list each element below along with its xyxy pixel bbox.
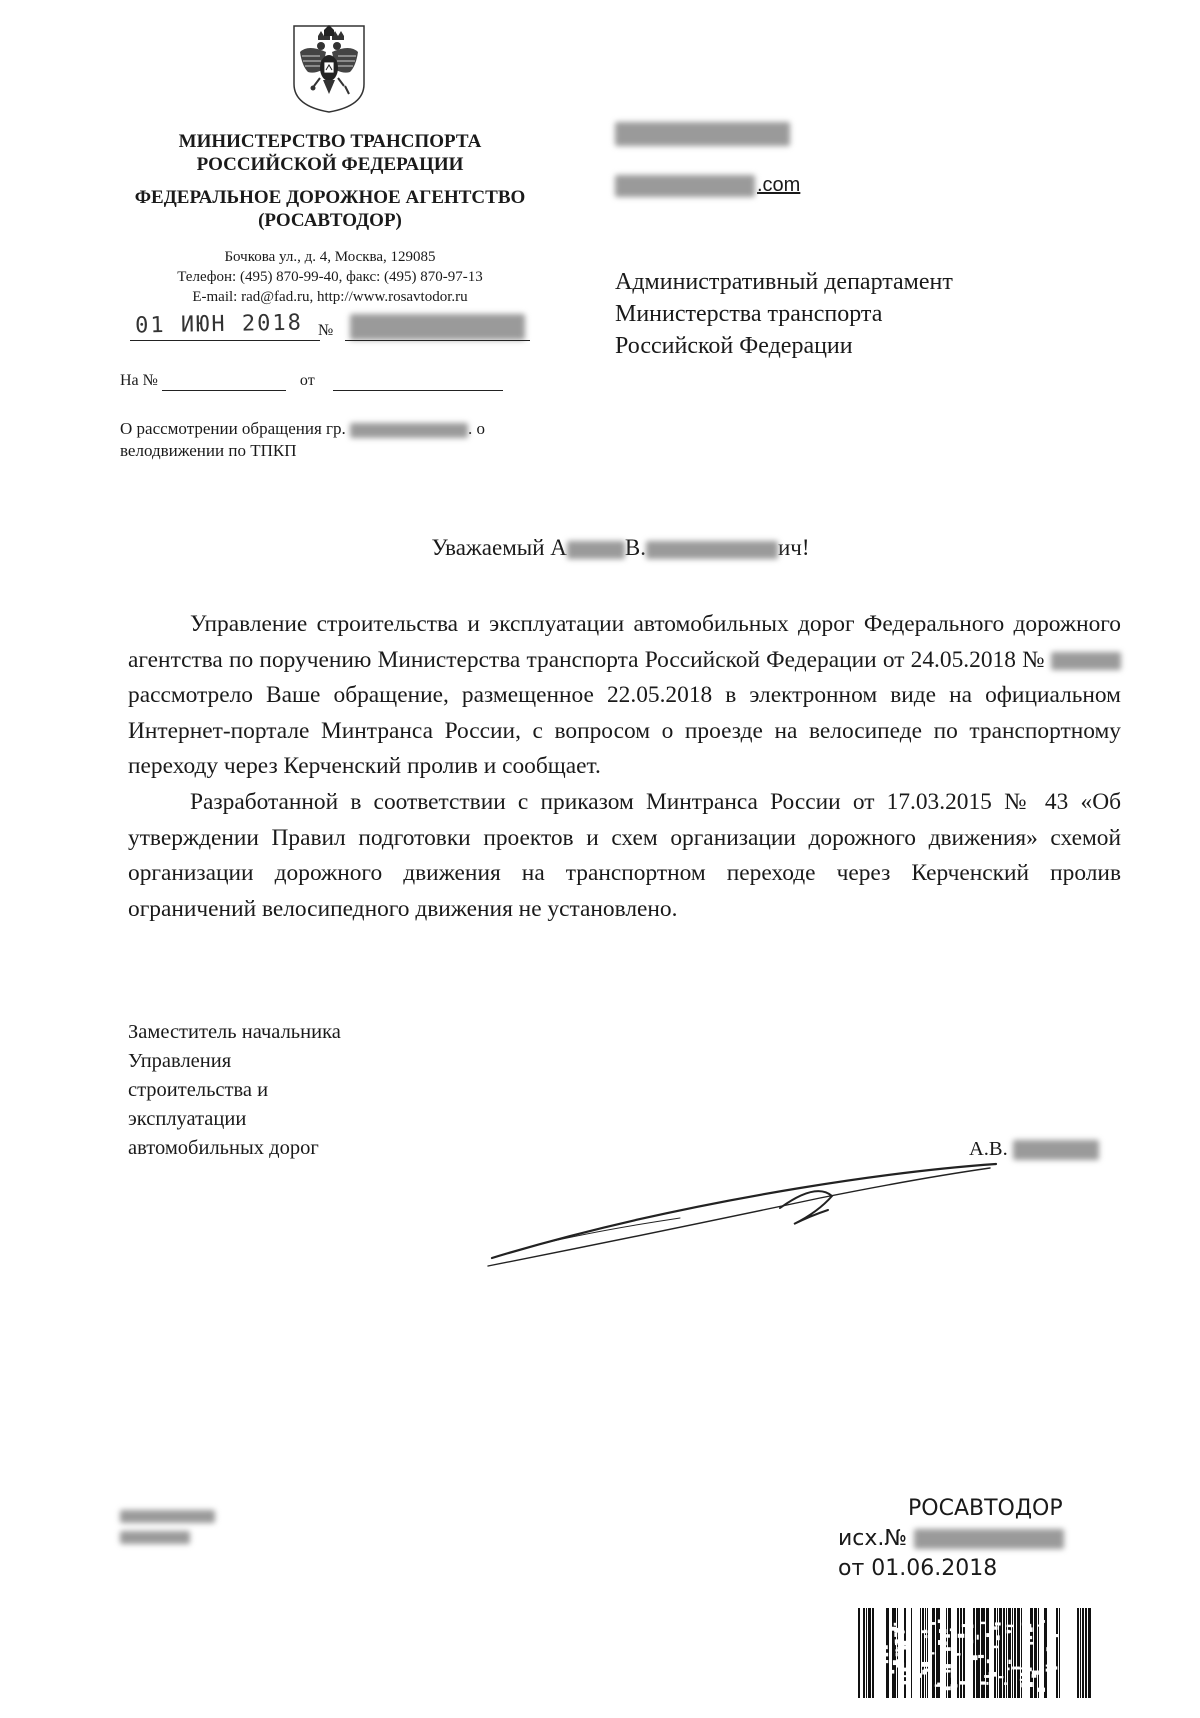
barcode-bar xyxy=(1034,1608,1037,1698)
barcode-noise xyxy=(972,1655,977,1660)
barcode-noise xyxy=(1008,1668,1010,1671)
barcode-noise xyxy=(1020,1679,1026,1681)
registration-date: 01 ИЮН 2018 xyxy=(134,310,304,339)
barcode xyxy=(858,1608,1092,1698)
paragraph-1-part-1: Управление строительства и эксплуатации автомобильных дорог Федерального дорожного агентства по поручению Министерства транспорта Российской Федерации от 24.05.2018 № xyxy=(128,611,1121,673)
barcode-noise xyxy=(938,1640,945,1645)
barcode-noise xyxy=(944,1686,951,1690)
salutation-suffix: ич! xyxy=(778,535,810,560)
barcode-noise xyxy=(1066,1626,1071,1629)
salutation-middle: В. xyxy=(624,535,646,560)
barcode-bar xyxy=(911,1608,912,1698)
barcode-bar xyxy=(1085,1608,1087,1698)
outgoing-stamp xyxy=(838,1494,1098,1584)
barcode-noise xyxy=(965,1654,972,1658)
barcode-noise xyxy=(977,1635,979,1640)
barcode-bar xyxy=(948,1608,951,1698)
barcode-noise xyxy=(900,1631,904,1634)
barcode-noise xyxy=(999,1676,1004,1678)
barcode-bar xyxy=(1082,1608,1084,1698)
barcode-noise xyxy=(890,1670,895,1674)
subject-suffix: . о xyxy=(468,419,485,438)
barcode-noise xyxy=(1063,1657,1069,1660)
barcode-noise xyxy=(885,1645,888,1649)
letterhead-organization xyxy=(130,130,530,232)
barcode-noise xyxy=(1016,1667,1024,1669)
letter-body xyxy=(128,607,1121,927)
barcode-noise xyxy=(881,1631,885,1636)
barcode-bar xyxy=(872,1608,874,1698)
instruction-number-redacted xyxy=(1051,652,1121,670)
barcode-noise xyxy=(878,1650,884,1653)
barcode-bar xyxy=(858,1608,860,1698)
barcode-noise xyxy=(902,1645,909,1649)
barcode-bar xyxy=(866,1608,867,1698)
subject-line-1 xyxy=(120,418,550,440)
ministry-name-line-2: РОССИЙСКОЙ ФЕДЕРАЦИИ xyxy=(196,154,464,175)
barcode-noise xyxy=(996,1635,999,1640)
barcode-noise xyxy=(903,1675,909,1677)
registration-line xyxy=(120,312,540,348)
stamp-organization: РОСАВТОДОР xyxy=(908,1496,1063,1521)
barcode-noise xyxy=(1022,1633,1026,1637)
barcode-noise xyxy=(986,1633,992,1637)
barcode-noise xyxy=(881,1673,886,1677)
registration-number-underline xyxy=(345,340,530,341)
barcode-bar xyxy=(904,1608,906,1698)
barcode-noise xyxy=(952,1620,955,1624)
barcode-bar xyxy=(868,1608,871,1698)
barcode-noise xyxy=(1021,1683,1026,1688)
barcode-noise xyxy=(987,1659,991,1663)
barcode-noise xyxy=(884,1660,889,1663)
barcode-noise xyxy=(1028,1668,1032,1672)
barcode-bar xyxy=(1012,1608,1013,1698)
barcode-bar xyxy=(922,1608,924,1698)
executor-name-redacted xyxy=(120,1510,215,1523)
barcode-noise xyxy=(994,1626,998,1629)
signatory-surname-redacted xyxy=(1013,1140,1099,1160)
barcode-bar xyxy=(1008,1608,1011,1698)
barcode-noise xyxy=(965,1618,971,1620)
barcode-noise xyxy=(894,1623,897,1626)
signatory-initials: А.В. xyxy=(969,1138,1008,1160)
barcode-noise xyxy=(986,1682,988,1685)
barcode-noise xyxy=(1032,1674,1037,1678)
signatory-title-line-3: строительства и xyxy=(128,1079,269,1101)
body-paragraph-1 xyxy=(128,607,1121,785)
barcode-bar xyxy=(999,1608,1002,1698)
barcode-noise xyxy=(895,1649,899,1651)
barcode-noise xyxy=(965,1679,968,1682)
recipient-department xyxy=(615,266,1075,362)
barcode-noise xyxy=(981,1681,986,1684)
ministry-name-line-1: МИНИСТЕРСТВО ТРАНСПОРТА xyxy=(178,131,482,152)
barcode-noise xyxy=(1040,1620,1045,1623)
barcode-noise xyxy=(896,1663,904,1668)
barcode-noise xyxy=(1046,1647,1051,1651)
email-website: E-mail: rad@fad.ru, http://www.rosavtodor.ru xyxy=(192,289,468,305)
phone-fax: Телефон: (495) 870-99-40, факс: (495) 870-97-13 xyxy=(177,269,483,285)
barcode-noise xyxy=(1051,1655,1054,1658)
barcode-noise xyxy=(960,1681,965,1685)
barcode-noise xyxy=(881,1620,884,1624)
barcode-noise xyxy=(1030,1627,1033,1632)
first-name-redacted xyxy=(567,541,625,559)
barcode-bar xyxy=(927,1608,928,1698)
salutation-prefix: Уважаемый А xyxy=(431,535,567,560)
stamp-outgoing-number xyxy=(838,1524,1098,1554)
signatory-title xyxy=(128,1018,448,1163)
barcode-bar xyxy=(973,1608,975,1698)
registration-date-underline xyxy=(130,340,320,341)
barcode-bar xyxy=(863,1608,865,1698)
barcode-bar xyxy=(1014,1608,1016,1698)
letter-subject xyxy=(120,418,550,462)
barcode-noise xyxy=(1008,1660,1010,1664)
barcode-bar xyxy=(1080,1608,1081,1698)
barcode-noise xyxy=(958,1634,965,1638)
barcode-noise xyxy=(903,1668,911,1672)
barcode-noise xyxy=(917,1661,920,1664)
barcode-bar xyxy=(946,1608,947,1698)
registration-number-redacted xyxy=(350,314,525,340)
subject-line-2: велодвижении по ТПКП xyxy=(120,441,297,460)
agency-name-line-2: (РОСАВТОДОР) xyxy=(258,210,402,231)
subject-prefix: О рассмотрении обращения гр. xyxy=(120,419,346,438)
handwritten-signature xyxy=(480,1126,1000,1271)
paragraph-1-part-2: рассмотрело Ваше обращение, размещенное 22.05.2018 в электронном виде на официальном Интернет-портале Минтранса России, с вопросом о проезде на велосипеде по транспортному переходу через Керченский пролив и сообщает. xyxy=(128,682,1121,780)
barcode-noise xyxy=(915,1673,921,1678)
barcode-noise xyxy=(1023,1643,1027,1645)
barcode-noise xyxy=(1038,1688,1045,1692)
recipient-email-domain: .com xyxy=(757,174,801,196)
barcode-noise xyxy=(944,1634,950,1637)
letterhead-contacts xyxy=(120,247,540,307)
barcode-noise xyxy=(1032,1671,1039,1675)
address: Бочкова ул., д. 4, Москва, 129085 xyxy=(224,249,436,265)
barcode-noise xyxy=(939,1629,947,1633)
barcode-noise xyxy=(928,1622,935,1625)
body-paragraph-2: Разработанной в соответствии с приказом Минтранса России от 17.03.2015 № 43 «Об утверждении Правил подготовки проектов и схем организации дорожного движения» схемой организации дорожного движения на транспортном переходе через Керченский пролив ограничений велосипедного движения не установлено. xyxy=(128,788,1121,922)
recipient-dept-line-3: Российской Федерации xyxy=(615,333,853,359)
recipient-dept-line-2: Министерства транспорта xyxy=(615,301,883,327)
barcode-noise xyxy=(1046,1669,1048,1672)
barcode-noise xyxy=(1029,1642,1033,1645)
in-reply-from-label: от xyxy=(299,372,315,389)
signatory-title-line-1: Заместитель начальника xyxy=(128,1021,341,1043)
petitioner-name-redacted xyxy=(350,423,468,438)
barcode-noise xyxy=(1009,1630,1011,1632)
barcode-bar xyxy=(994,1608,996,1698)
stamp-outgoing-label: исх.№ xyxy=(838,1526,908,1551)
barcode-noise xyxy=(1028,1682,1033,1687)
stamp-date: от 01.06.2018 xyxy=(838,1556,998,1581)
in-reply-number-blank xyxy=(162,372,286,391)
barcode-noise xyxy=(995,1622,1001,1625)
barcode-noise xyxy=(950,1628,954,1631)
recipient-email xyxy=(615,174,800,197)
barcode-noise xyxy=(938,1620,946,1624)
barcode-noise xyxy=(962,1624,969,1627)
barcode-noise xyxy=(978,1655,984,1658)
barcode-noise xyxy=(896,1653,898,1657)
barcode-noise xyxy=(922,1662,929,1667)
recipient-dept-line-1: Административный департамент xyxy=(615,269,953,295)
barcode-noise xyxy=(901,1681,907,1684)
barcode-noise xyxy=(1038,1625,1041,1627)
barcode-noise xyxy=(930,1652,934,1654)
barcode-noise xyxy=(970,1640,973,1644)
barcode-noise xyxy=(924,1669,930,1672)
barcode-noise xyxy=(903,1641,908,1645)
barcode-noise xyxy=(1004,1682,1007,1685)
barcode-noise xyxy=(937,1683,945,1685)
barcode-bar xyxy=(976,1608,980,1698)
barcode-noise xyxy=(1050,1668,1054,1673)
barcode-bar xyxy=(892,1608,896,1698)
barcode-bar xyxy=(1017,1608,1020,1698)
recipient-name-redacted xyxy=(615,122,790,146)
barcode-bar xyxy=(1088,1608,1091,1698)
barcode-noise xyxy=(935,1684,941,1686)
signatory-title-line-2: Управления xyxy=(128,1050,232,1072)
barcode-noise xyxy=(1007,1625,1013,1627)
barcode-bar xyxy=(925,1608,926,1698)
patronymic-redacted xyxy=(646,541,778,559)
agency-name-line-1: ФЕДЕРАЛЬНОЕ ДОРОЖНОЕ АГЕНТСТВО xyxy=(134,187,526,208)
barcode-noise xyxy=(967,1687,973,1689)
barcode-noise xyxy=(984,1675,989,1678)
registration-number-label: № xyxy=(318,322,334,339)
barcode-noise xyxy=(955,1653,961,1655)
in-reply-number-label: На № xyxy=(120,372,158,389)
barcode-noise xyxy=(990,1686,994,1689)
barcode-noise xyxy=(1049,1625,1053,1628)
barcode-noise xyxy=(951,1673,954,1677)
barcode-noise xyxy=(971,1625,973,1628)
barcode-noise xyxy=(925,1635,927,1638)
barcode-noise xyxy=(943,1647,950,1651)
barcode-noise xyxy=(891,1627,897,1631)
barcode-noise xyxy=(951,1684,958,1687)
barcode-bar xyxy=(1056,1608,1058,1698)
in-reply-line xyxy=(120,372,540,391)
eagle-crest-icon xyxy=(290,22,368,114)
barcode-noise xyxy=(945,1664,950,1668)
barcode-noise xyxy=(992,1646,999,1649)
barcode-bar xyxy=(1038,1608,1039,1698)
barcode-noise xyxy=(981,1622,986,1624)
barcode-noise xyxy=(884,1653,889,1657)
salutation xyxy=(120,535,1121,561)
barcode-noise xyxy=(1061,1679,1064,1681)
barcode-noise xyxy=(895,1643,897,1645)
barcode-noise xyxy=(916,1669,919,1672)
executor-info-redacted xyxy=(120,1510,240,1560)
barcode-bar xyxy=(1077,1608,1079,1698)
barcode-noise xyxy=(894,1633,897,1637)
barcode-noise xyxy=(929,1643,931,1648)
in-reply-date-blank xyxy=(333,372,503,391)
barcode-noise xyxy=(1021,1673,1026,1676)
recipient-email-redacted xyxy=(615,175,755,197)
barcode-bar xyxy=(920,1608,921,1698)
barcode-noise xyxy=(946,1670,951,1673)
stamp-outgoing-number-redacted xyxy=(914,1529,1064,1549)
signatory-name xyxy=(969,1138,1099,1161)
signatory-title-line-5: автомобильных дорог xyxy=(128,1137,319,1159)
barcode-noise xyxy=(989,1672,997,1677)
signatory-title-line-4: эксплуатации xyxy=(128,1108,247,1130)
barcode-noise xyxy=(1026,1636,1032,1639)
barcode-noise xyxy=(1055,1634,1059,1637)
barcode-bar xyxy=(1059,1608,1060,1698)
executor-phone-redacted xyxy=(120,1531,190,1544)
barcode-noise xyxy=(924,1630,927,1633)
barcode-noise xyxy=(1046,1665,1052,1667)
barcode-bar xyxy=(997,1608,998,1698)
